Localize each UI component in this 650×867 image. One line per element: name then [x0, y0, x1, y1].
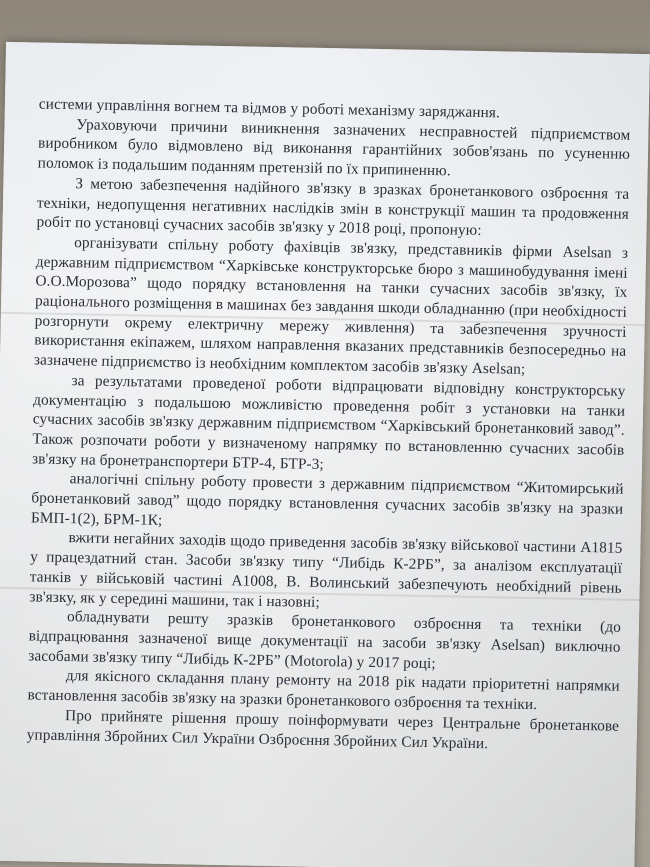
paragraph-item-organize: організувати спільну роботу фахівців зв'язку, представників фірми Aselsan з державним підприємством “Харківське конструкторське бюро з машинобудування імені О.О.Морозова” щодо порядку встановлення на танки сучасних засобів зв'язку, їх раціонального розміщення в машинах без завдання шкоди обладнанню (при необхідності розгорнути окрему електричну мережу живлення) та забезпечення зручності використання екіпажем, шляхом направлення вказаних представників безпосередньо на зазначене підприємство із необхідним комплектом засобів зв'язку Aselsan; — [33, 234, 629, 378]
paragraph-proposal-intro: З метою забезпечення надійного зв'язку в зразках бронетанкового озброєння та техніки, недопущення негативних наслідків змін в конструкції машин та продовження робіт по установці сучасних засобів зв'язку у 2018 році, пропоную: — [36, 174, 630, 240]
paragraph-item-zhytomyr: аналогічні спільну роботу провести з державним підприємством “Житомирський бронетанковий завод” щодо порядку встановлення сучасних засобів зв'язку на зразки БМП-1(2), БРМ-1К; — [30, 470, 624, 529]
paragraph-item-unit-a1815: вжити негайних заходів щодо приведення засобів зв'язку військової частини А1815 у працездатний стан. Засоби зв'язку типу “Либідь К-2РБ”, за аналізом експлуатації танків у військовій частині А1008, В. Волинський забезпечують необхідний рівень зв'язку, як у середині машини, так і назовні; — [29, 529, 623, 611]
letter-body — [27, 94, 631, 755]
paper-sheet — [0, 42, 650, 867]
paragraph-item-plan: для якісного складання плану ремонту на 2018 рік надати пріоритетні напрямки встановлення засобів зв'язку на зразки бронетанкового озброєння та техніки. — [27, 667, 620, 714]
paragraph-item-documentation: за результатами проведеної роботи відпрацювати відповідну конструкторську документацію з подальшою можливістю проведення робіт з установки на танки сучасних засобів зв'язку державним підприємством “Харківський бронетанковий завод”. Також розпочати роботи у визначеному напрямку по встановленню сучасних засобів зв'язку на бронетранспортери БТР-4, БТР-3; — [31, 371, 626, 473]
paragraph-continuation: системи управління вогнем та відмов у роботі механізму заряджання. — [38, 95, 501, 122]
paragraph-reasons: Ураховуючи причини виникнення зазначених несправностей підприємством виробником було відмовлено від виконання гарантійних зобов'язань по усуненню поломок із подальшим поданням претензій по їх припиненню. — [37, 115, 631, 180]
paragraph-item-equip: обладнувати решту зразків бронетанкового озброєння та техніки (до відпрацювання зазначеної вище документації на засоби зв'язку Aselsan) виключно засобами зв'язку типу “Либідь К-2РБ” (Motorola) у 2017 році; — [28, 608, 622, 672]
paragraph-closing: Про прийняте рішення прошу поінформувати через Центральне бронетанкове управління Збройних Сил України Озброєння Збройних Сил України. — [26, 706, 620, 752]
